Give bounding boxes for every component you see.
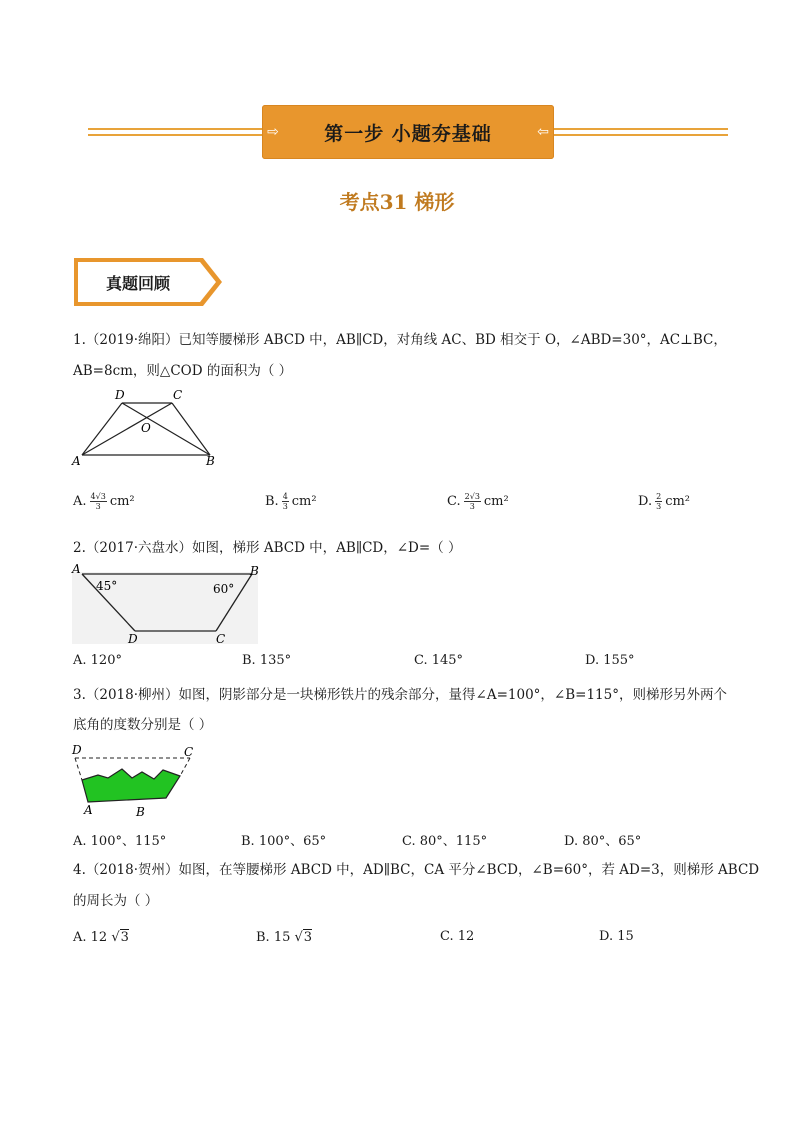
fig2-label-45: 45° [96, 579, 118, 593]
header-line-right-top [554, 128, 728, 130]
step-banner [262, 105, 554, 159]
fig2-label-c: C [216, 632, 226, 646]
fig2-label-d: D [128, 632, 138, 646]
q2-option-a[interactable]: A. 120° [73, 653, 122, 668]
question-3-line-1: 3.（2018·柳州）如图，阴影部分是一块梯形铁片的残余部分，量得∠A=100°，∠B=115°，则梯形另外两个 [73, 687, 727, 703]
question-3-line-2: 底角的度数分别是（ ） [73, 717, 213, 733]
fig2-label-60: 60° [213, 582, 235, 596]
header-line-right-bottom [554, 134, 728, 136]
header-line-left-top [88, 128, 262, 130]
fig3-label-c: C [184, 745, 194, 759]
fig1-label-a: A [72, 454, 81, 468]
double-arrow-right-icon: ⇨ [267, 124, 279, 140]
fig2-label-b: B [250, 564, 259, 578]
fig1-label-b: B [206, 454, 215, 468]
q4-option-a[interactable]: A. 12 √3 [73, 930, 129, 945]
header-line-left-bottom [88, 134, 262, 136]
fig1-label-o: O [141, 421, 151, 435]
question-2-figure [70, 560, 265, 648]
q1-option-c[interactable]: C. $\frac{2√3}{3}$ cm² [447, 492, 509, 511]
fig2-label-a: A [72, 562, 81, 576]
q1-option-d[interactable]: D. $\frac{2}{3}$ cm² [638, 492, 691, 511]
question-1-figure [70, 385, 230, 470]
q2-option-d[interactable]: D. 155° [585, 653, 635, 668]
q1-option-a[interactable]: A. $\frac{4√3}{3}$ cm² [73, 492, 135, 511]
question-1-line-1: 1.（2019·绵阳）已知等腰梯形 ABCD 中，AB∥CD，对角线 AC、BD 相交于 O，∠ABD=30°，AC⊥BC， [73, 332, 727, 348]
section-title: 考点31 梯形 [339, 190, 455, 214]
review-tag [73, 257, 223, 307]
q3-option-d[interactable]: D. 80°、65° [564, 834, 642, 849]
banner-title: 第一步 小题夯基础 [324, 123, 492, 145]
fig3-label-d: D [72, 743, 82, 757]
q2-option-b[interactable]: B. 135° [242, 653, 292, 668]
q4-option-d[interactable]: D. 15 [599, 929, 634, 944]
q3-option-c[interactable]: C. 80°、115° [402, 834, 488, 849]
question-2-line-1: 2.（2017·六盘水）如图，梯形 ABCD 中，AB∥CD，∠D=（ ） [73, 540, 462, 556]
q4-option-c[interactable]: C. 12 [440, 929, 475, 944]
tag-label: 真题回顾 [105, 274, 170, 293]
question-4-line-1: 4.（2018·贺州）如图，在等腰梯形 ABCD 中，AD∥BC，CA 平分∠BCD，∠B=60°，若 AD=3，则梯形 ABCD [73, 862, 760, 878]
question-3-figure [70, 740, 200, 822]
fig3-label-b: B [136, 805, 145, 819]
q1-option-b[interactable]: B. $\frac{4}{3}$ cm² [265, 492, 317, 511]
fig1-label-d: D [115, 388, 125, 402]
q3-option-b[interactable]: B. 100°、65° [241, 834, 327, 849]
q4-option-b[interactable]: B. 15 √3 [256, 930, 313, 945]
q2-option-c[interactable]: C. 145° [414, 653, 464, 668]
question-1-line-2: AB=8cm，则△COD 的面积为（ ） [73, 363, 293, 379]
fig3-label-a: A [84, 803, 93, 817]
fig1-label-c: C [173, 388, 183, 402]
q3-option-a[interactable]: A. 100°、115° [73, 834, 167, 849]
question-4-line-2: 的周长为（ ） [73, 893, 159, 909]
double-arrow-left-icon: ⇦ [537, 124, 549, 140]
